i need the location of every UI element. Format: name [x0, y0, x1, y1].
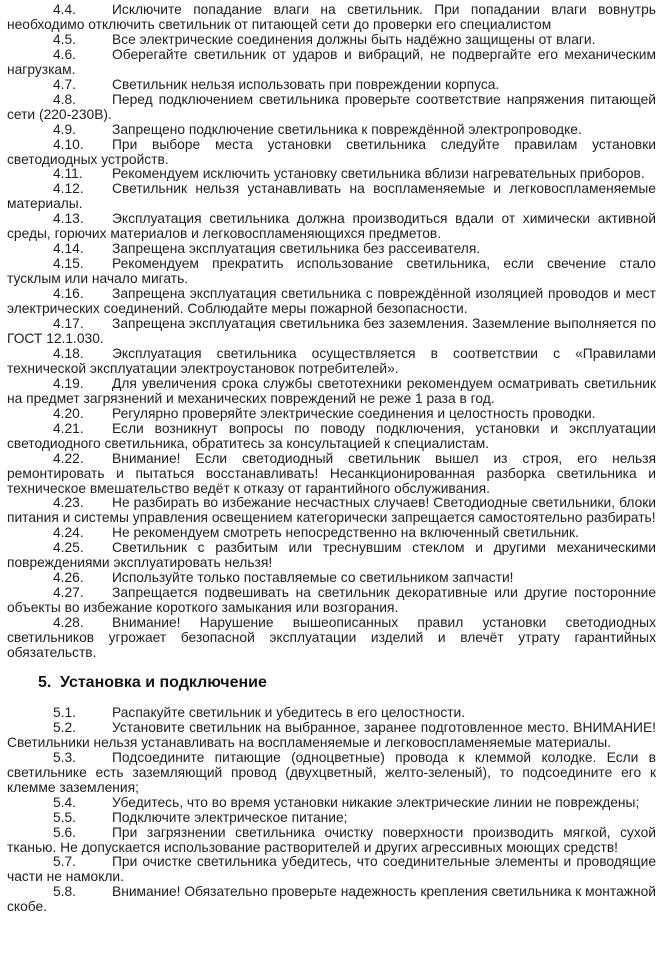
item-number: 4.19.	[53, 375, 84, 391]
numbered-list-item	[7, 452, 656, 497]
item-number: 5.4.	[53, 794, 77, 810]
item-text: Эксплуатация светильника осуществляется в соответствии с «Правилами технической эксплуатации электроустановок потребителей».	[7, 345, 656, 376]
item-number: 4.24.	[53, 525, 84, 541]
numbered-list-item	[7, 826, 656, 856]
numbered-list-item	[7, 212, 656, 242]
item-text: Рекомендуем прекратить использование светильника, если свечение стало тусклым или начало мигать.	[7, 256, 656, 287]
item-number: 4.18.	[53, 345, 84, 361]
item-number: 4.22.	[53, 450, 84, 466]
item-text: Рекомендуем исключить установку светильника вблизи нагревательных приборов.	[112, 166, 645, 182]
numbered-list-item	[7, 811, 656, 826]
item-number: 4.16.	[53, 286, 84, 302]
item-text: Подсоедините питающие (одноцветные) провода к клеммой колодке. Если в светильнике есть заземляющий провод (двухцветный, желто-зеленый), то подсоедините его к клемме заземления;	[7, 749, 656, 795]
numbered-list-item	[7, 407, 656, 422]
item-number: 4.23.	[53, 495, 84, 511]
numbered-list-item	[7, 885, 656, 915]
numbered-list-item	[7, 721, 656, 751]
numbered-list-item	[7, 138, 656, 168]
numbered-list-item	[7, 347, 656, 377]
item-number: 4.28.	[53, 615, 84, 631]
item-text: При выборе места установки светильника следуйте правилам установки светодиодных устройств.	[7, 136, 656, 167]
numbered-list-item	[7, 287, 656, 317]
item-text: Эксплуатация светильника должна производиться вдали от химически активной среды, горючих материалов и легковоспламеняющихся предметов.	[7, 211, 656, 242]
item-number: 4.25.	[53, 540, 84, 556]
item-text: При очистке светильника убедитесь, что соединительные элементы и проводящие части не намокли.	[7, 854, 656, 885]
item-number: 4.13.	[53, 211, 84, 227]
numbered-list-item	[7, 706, 656, 721]
item-number: 5.7.	[53, 854, 77, 870]
item-text: Запрещается подвешивать на светильник декоративные или другие посторонние объекты во избежание короткого замыкания или возгорания.	[7, 585, 656, 616]
item-number: 4.6.	[53, 46, 77, 62]
item-text: Используйте только поставляемые со светильником запчасти!	[112, 570, 514, 586]
item-number: 5.3.	[53, 749, 77, 765]
numbered-list-item	[7, 855, 656, 885]
item-text: Внимание! Если светодиодный светильник вышел из строя, его нельзя ремонтировать и пытаться восстанавливать! Несанкционированная разборка светильника и техническое вмешательство ведёт к отказу от гарантийного обслуживания.	[7, 450, 656, 496]
item-number: 4.12.	[53, 181, 84, 197]
numbered-list-item	[7, 78, 656, 93]
item-text: Не разбирать во избежание несчастных случаев! Светодиодные светильники, блоки питания и системы управления освещением категорически запрещается самостоятельно разбирать!	[7, 495, 656, 526]
item-number: 4.15.	[53, 256, 84, 272]
section-5-heading-number: 5.	[38, 673, 52, 691]
item-number: 4.5.	[53, 31, 77, 47]
numbered-list-item	[7, 167, 656, 182]
numbered-list-item	[7, 317, 656, 347]
numbered-list-item	[7, 422, 656, 452]
numbered-list-item	[7, 3, 656, 33]
item-text: Запрещена эксплуатация светильника без заземления. Заземление выполняется по ГОСТ 12.1.030.	[7, 316, 656, 346]
numbered-list-item	[7, 571, 656, 586]
item-text: Для увеличения срока службы светотехники рекомендуем осматривать светильник на предмет загрязнений и механических повреждений не реже 1 раза в год.	[7, 375, 656, 406]
numbered-list-item	[7, 93, 656, 123]
item-text: Светильник с разбитым или треснувшим стеклом и другими механическими повреждениями эксплуатировать нельзя!	[7, 540, 656, 571]
numbered-list-item	[7, 257, 656, 287]
item-number: 5.8.	[53, 884, 77, 900]
item-text: Запрещено подключение светильника к повреждённой электропроводке.	[112, 121, 582, 137]
item-text: Внимание! Обязательно проверьте надежность крепления светильника к монтажной скобе.	[7, 884, 656, 915]
numbered-list-item	[7, 48, 656, 78]
item-text: Если возникнут вопросы по поводу подключения, установки и эксплуатации светодиодного светильника, обратитесь за консультацией к специалистам.	[7, 420, 656, 451]
numbered-list-item	[7, 123, 656, 138]
numbered-list-item	[7, 496, 656, 526]
item-number: 4.4.	[53, 2, 77, 17]
numbered-list-item	[7, 377, 656, 407]
item-text: Перед подключением светильника проверьте соответствие напряжения питающей сети (220-230В).	[7, 91, 656, 122]
item-text: Подключите электрическое питание;	[112, 809, 348, 825]
item-text: Оберегайте светильник от ударов и вибраций, не подвергайте его механическим нагрузкам.	[7, 46, 656, 77]
item-text: При загрязнении светильника очистку поверхности производить мягкой, сухой тканью. Не допускается использование растворителей и других агрессивных моющих средств!	[7, 824, 656, 855]
item-number: 4.8.	[53, 91, 77, 107]
item-text: Убедитесь, что во время установки никакие электрические линии не повреждены;	[112, 794, 640, 810]
item-number: 4.26.	[53, 570, 84, 586]
item-number: 4.21.	[53, 420, 84, 436]
item-number: 5.6.	[53, 824, 77, 840]
section-5-heading-text: Установка и подключение	[60, 673, 267, 691]
item-number: 4.10.	[53, 136, 84, 152]
numbered-list-item	[7, 242, 656, 257]
numbered-list-item	[7, 541, 656, 571]
item-text: Светильник нельзя устанавливать на воспламеняемые и легковоспламеняемые материалы.	[7, 181, 656, 212]
numbered-list-item	[7, 616, 656, 661]
item-number: 4.7.	[53, 76, 77, 92]
item-text: Распакуйте светильник и убедитесь в его целостности.	[112, 704, 466, 720]
item-text: Исключите попадание влаги на светильник. При попадании влаги вовнутрь необходимо отключить светильник от питающей сети до проверки его специалистом	[7, 2, 656, 32]
item-text: Запрещена эксплуатация светильника без рассеивателя.	[112, 241, 481, 257]
numbered-list-item	[7, 526, 656, 541]
numbered-list-item	[7, 796, 656, 811]
numbered-list-item	[7, 586, 656, 616]
item-text: Не рекомендуем смотреть непосредственно на включенный светильник.	[112, 525, 579, 541]
item-text: Регулярно проверяйте электрические соединения и целостность проводки.	[112, 405, 596, 421]
item-text: Запрещена эксплуатация светильника с повреждённой изоляцией проводов и мест электрических соединений. Соблюдайте меры пожарной безопасности.	[7, 286, 656, 317]
section-5-installation-steps	[7, 706, 656, 915]
item-text: Светильник нельзя использовать при повреждении корпуса.	[112, 76, 500, 92]
item-number: 4.20.	[53, 405, 84, 421]
item-number: 4.14.	[53, 241, 84, 257]
item-text: Все электрические соединения должны быть надёжно защищены от влаги.	[112, 31, 596, 47]
item-number: 5.2.	[53, 719, 77, 735]
item-number: 4.9.	[53, 121, 77, 137]
item-number: 5.1.	[53, 704, 77, 720]
item-number: 4.17.	[53, 316, 84, 332]
section-4-safety-rules	[7, 3, 656, 661]
numbered-list-item	[7, 751, 656, 796]
numbered-list-item	[7, 33, 656, 48]
item-text: Установите светильник на выбранное, заранее подготовленное место. ВНИМАНИЕ! Светильники нельзя устанавливать на воспламеняемые и легковоспламеняемые материалы.	[7, 719, 656, 750]
item-number: 4.27.	[53, 585, 84, 601]
numbered-list-item	[7, 182, 656, 212]
section-5-heading	[7, 673, 656, 693]
item-text: Внимание! Нарушение вышеописанных правил установки светодиодных светильников угрожает безопасной эксплуатации изделий и влечёт утрату гарантийных обязательств.	[7, 615, 656, 660]
item-number: 5.5.	[53, 809, 77, 825]
item-number: 4.11.	[53, 166, 83, 182]
